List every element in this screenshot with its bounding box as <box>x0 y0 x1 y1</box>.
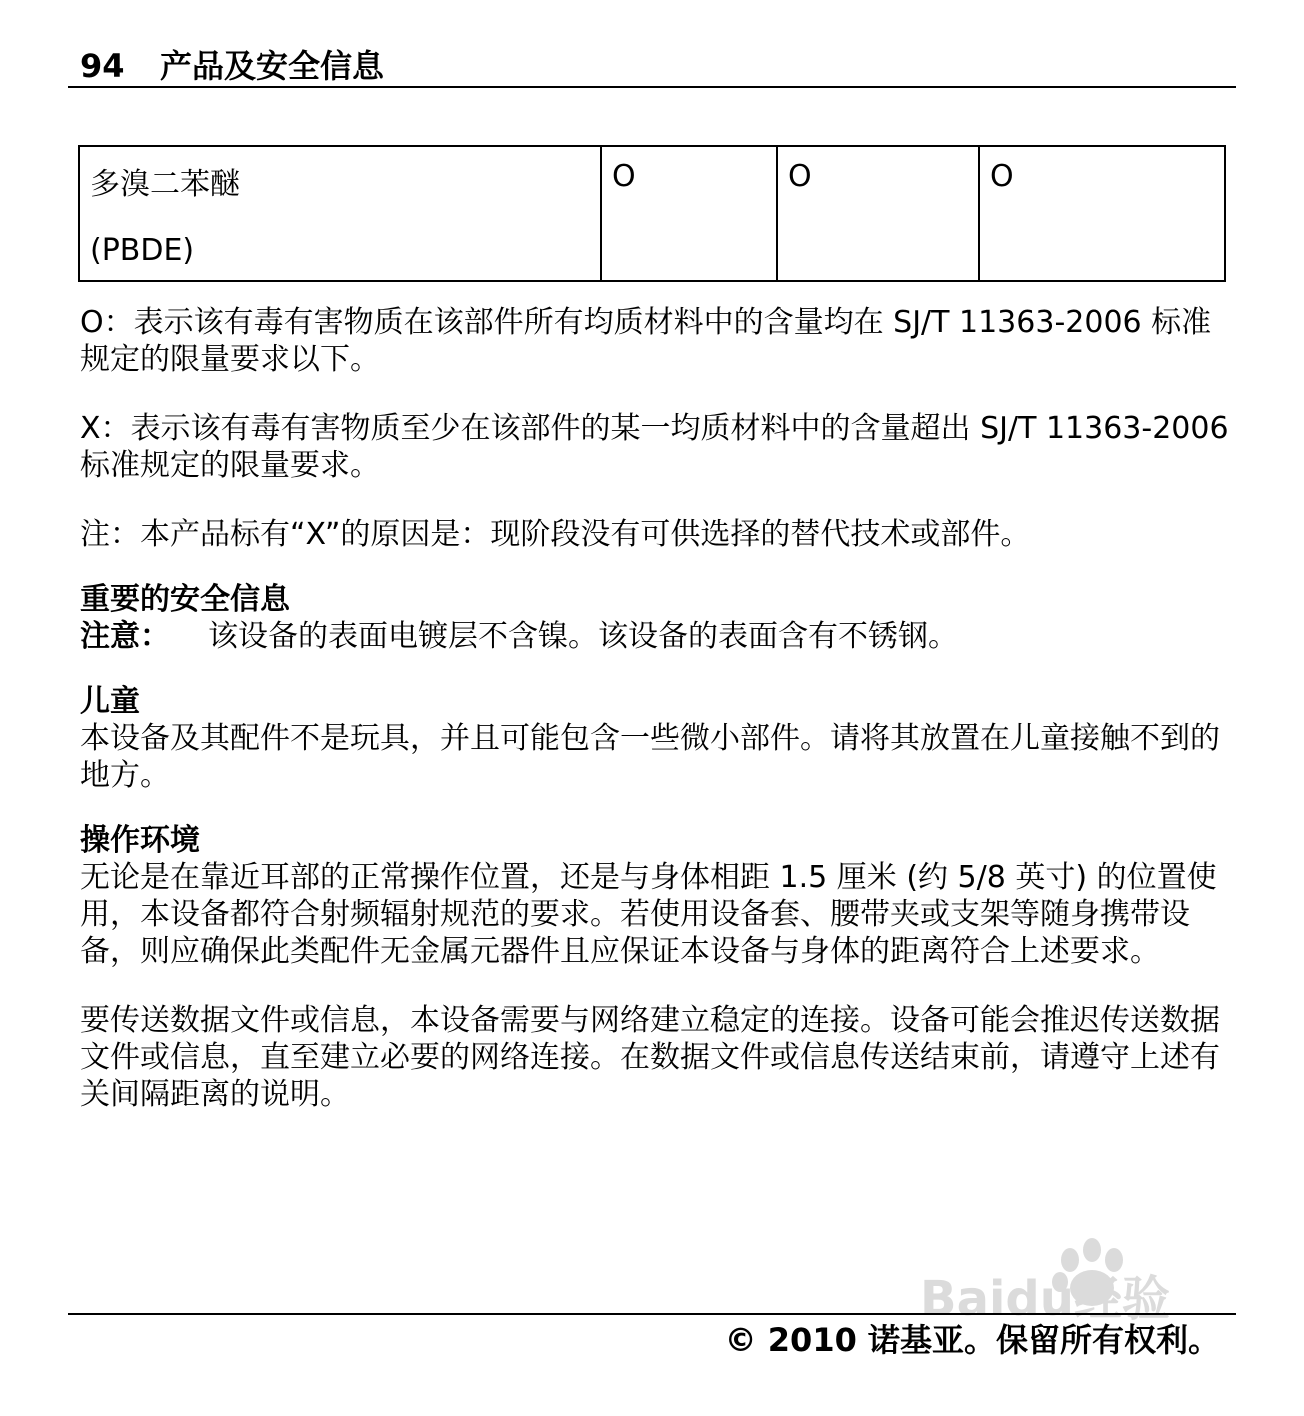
value-cell: O <box>979 146 1225 281</box>
substance-abbr: (PBDE) <box>90 233 195 268</box>
watermark-text: Baidu经验 <box>920 1271 1170 1327</box>
page-content <box>80 304 1240 1113</box>
o-legend-note: O：表示该有毒有害物质在该部件所有均质材料中的含量均在 SJ/T 11363-2006 标准规定的限量要求以下。 <box>80 305 1212 377</box>
safety-heading: 重要的安全信息 <box>80 582 290 617</box>
page-header <box>80 46 384 86</box>
section-title: 产品及安全信息 <box>160 47 385 85</box>
environment-heading: 操作环境 <box>80 823 200 858</box>
note-text: 该设备的表面电镀层不含镍。该设备的表面含有不锈钢。 <box>208 619 958 654</box>
children-text: 本设备及其配件不是玩具，并且可能包含一些微小部件。请将其放置在儿童接触不到的地方。 <box>80 721 1220 793</box>
x-legend-note: X：表示该有毒有害物质至少在该部件的某一均质材料中的含量超出 SJ/T 11363-2006 标准规定的限量要求。 <box>80 411 1229 483</box>
substance-cell <box>79 146 601 281</box>
page-number: 94 <box>80 47 125 85</box>
copyright-footer: © 2010 诺基亚。保留所有权利。 <box>724 1321 1220 1359</box>
hazardous-substance-table <box>78 145 1226 282</box>
x-reason-note: 注：本产品标有“X”的原因是：现阶段没有可供选择的替代技术或部件。 <box>80 517 1031 552</box>
value-cell: O <box>777 146 979 281</box>
value-cell: O <box>601 146 777 281</box>
note-label: 注意： <box>80 619 170 654</box>
safety-note <box>80 618 1240 655</box>
header-rule <box>68 86 1236 88</box>
footer-rule <box>68 1313 1236 1315</box>
environment-paragraph: 要传送数据文件或信息，本设备需要与网络建立稳定的连接。设备可能会推迟传送数据文件或信息，直至建立必要的网络连接。在数据文件或信息传送结束前，请遵守上述有关间隔距离的说明。 <box>80 1003 1220 1112</box>
children-heading: 儿童 <box>80 684 140 719</box>
table-row <box>79 146 1225 281</box>
substance-name: 多溴二苯醚 <box>90 167 240 202</box>
environment-paragraph: 无论是在靠近耳部的正常操作位置，还是与身体相距 1.5 厘米 (约 5/8 英寸) 的位置使用，本设备都符合射频辐射规范的要求。若使用设备套、腰带夹或支架等随身携带设备，则应确保此类配件无金属元器件且应保证本设备与身体的距离符合上述要求。 <box>80 860 1217 969</box>
